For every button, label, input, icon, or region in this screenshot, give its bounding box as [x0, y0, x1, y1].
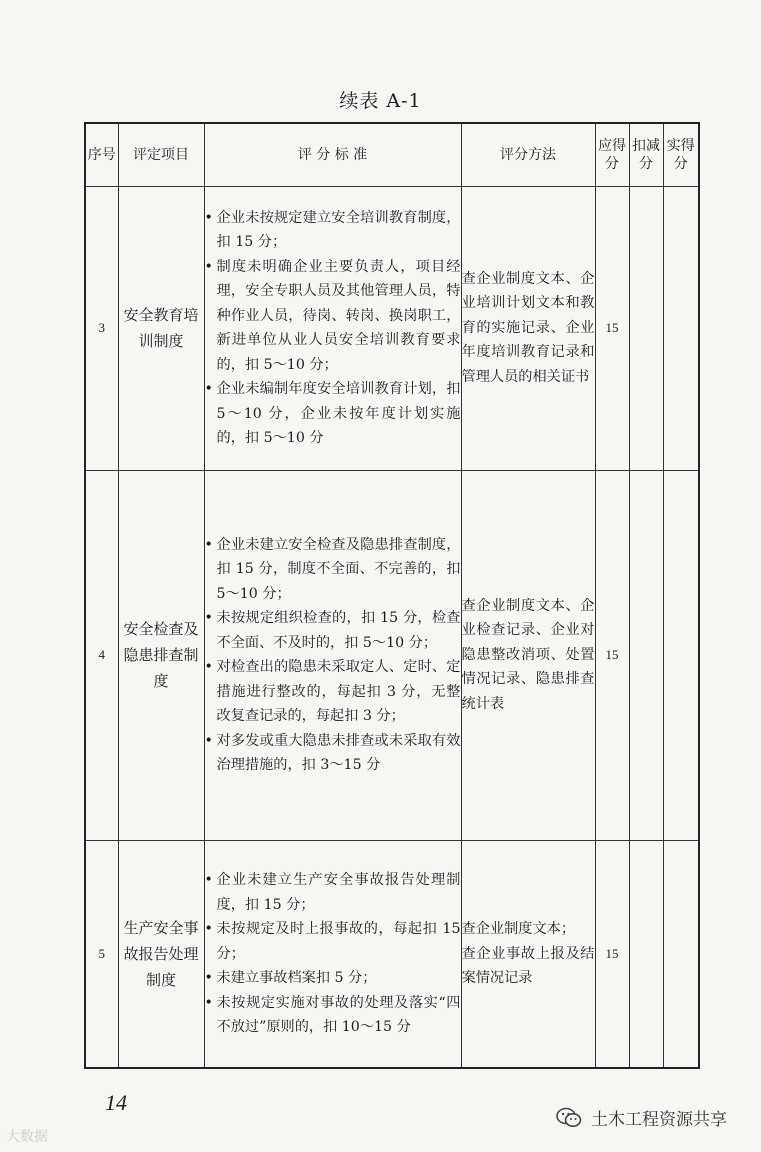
- row-should-score: 15: [595, 840, 629, 1068]
- criteria-item: • 企业未建立生产安全事故报告处理制度，扣 15 分；: [205, 868, 461, 917]
- table-row: [85, 470, 699, 840]
- criteria-item: • 对多发或重大隐患未排查或未采取有效治理措施的，扣 3～15 分: [205, 729, 461, 778]
- criteria-item: • 未按规定组织检查的，扣 15 分，检查不全面、不及时的，扣 5～10 分；: [205, 606, 461, 655]
- method-line: 查企业事故上报及结案情况记录: [461, 945, 595, 986]
- row-should-score: 15: [595, 470, 629, 840]
- criteria-item: • 企业未建立安全检查及隐患排查制度，扣 15 分，制度不全面、不完善的，扣 5～10 分；: [205, 533, 461, 607]
- score-table: [84, 122, 700, 1069]
- header-should: 应得分: [595, 123, 629, 186]
- row-criteria: [204, 470, 461, 840]
- watermark-right: [555, 1105, 727, 1130]
- header-actual: 实得分: [663, 123, 699, 186]
- row-seq: 5: [85, 840, 118, 1068]
- wechat-icon: [555, 1106, 583, 1130]
- row-deduct-score: [629, 470, 663, 840]
- row-deduct-score: [629, 186, 663, 470]
- row-item: 安全教育培训制度: [118, 186, 204, 470]
- row-seq: 3: [85, 186, 118, 470]
- criteria-item: • 企业未按规定建立安全培训教育制度，扣 15 分；: [205, 206, 461, 255]
- page-title: 续表 A-1: [339, 90, 422, 112]
- header-deduct: 扣减分: [629, 123, 663, 186]
- header-item: 评定项目: [118, 123, 204, 186]
- header-row: [85, 123, 699, 186]
- criteria-item: • 未按规定及时上报事故的，每起扣 15 分；: [205, 917, 461, 966]
- method-line: 查企业制度文本；: [461, 921, 576, 937]
- watermark-left: 大数据: [6, 1129, 48, 1145]
- row-method: [461, 840, 595, 1068]
- row-seq: 4: [85, 470, 118, 840]
- table-row: [85, 840, 699, 1068]
- header-criteria: 评 分 标 准: [204, 123, 461, 186]
- row-item: 安全检查及隐患排查制度: [118, 470, 204, 840]
- criteria-item: • 未建立事故档案扣 5 分；: [205, 966, 461, 991]
- row-actual-score: [663, 840, 699, 1068]
- page-number: 14: [105, 1090, 127, 1115]
- criteria-item: • 对检查出的隐患未采取定人、定时、定措施进行整改的，每起扣 3 分，无整改复查记录的，每起扣 3 分；: [205, 655, 461, 729]
- row-actual-score: [663, 470, 699, 840]
- row-method: 查企业制度文本、企业检查记录、企业对隐患整改消项、处置情况记录、隐患排查统计表: [461, 470, 595, 840]
- watermark-right-label: 土木工程资源共享: [591, 1110, 727, 1130]
- criteria-item: • 未按规定实施对事故的处理及落实“四不放过”原则的，扣 10～15 分: [205, 991, 461, 1040]
- row-should-score: 15: [595, 186, 629, 470]
- row-criteria: [204, 840, 461, 1068]
- row-method: 查企业制度文本、企业培训计划文本和教育的实施记录、企业年度培训教育记录和管理人员的相关证书: [461, 186, 595, 470]
- row-item: 生产安全事故报告处理制度: [118, 840, 204, 1068]
- table-row: [85, 186, 699, 470]
- header-method: 评分方法: [461, 123, 595, 186]
- criteria-item: • 企业未编制年度安全培训教育计划，扣 5～10 分，企业未按年度计划实施的，扣 5～10 分: [205, 377, 461, 451]
- criteria-item: • 制度未明确企业主要负责人，项目经理，安全专职人员及其他管理人员，特种作业人员，待岗、转岗、换岗职工，新进单位从业人员安全培训教育要求的，扣 5～10 分；: [205, 255, 461, 378]
- row-actual-score: [663, 186, 699, 470]
- row-deduct-score: [629, 840, 663, 1068]
- header-seq: 序号: [85, 123, 118, 186]
- row-criteria: [204, 186, 461, 470]
